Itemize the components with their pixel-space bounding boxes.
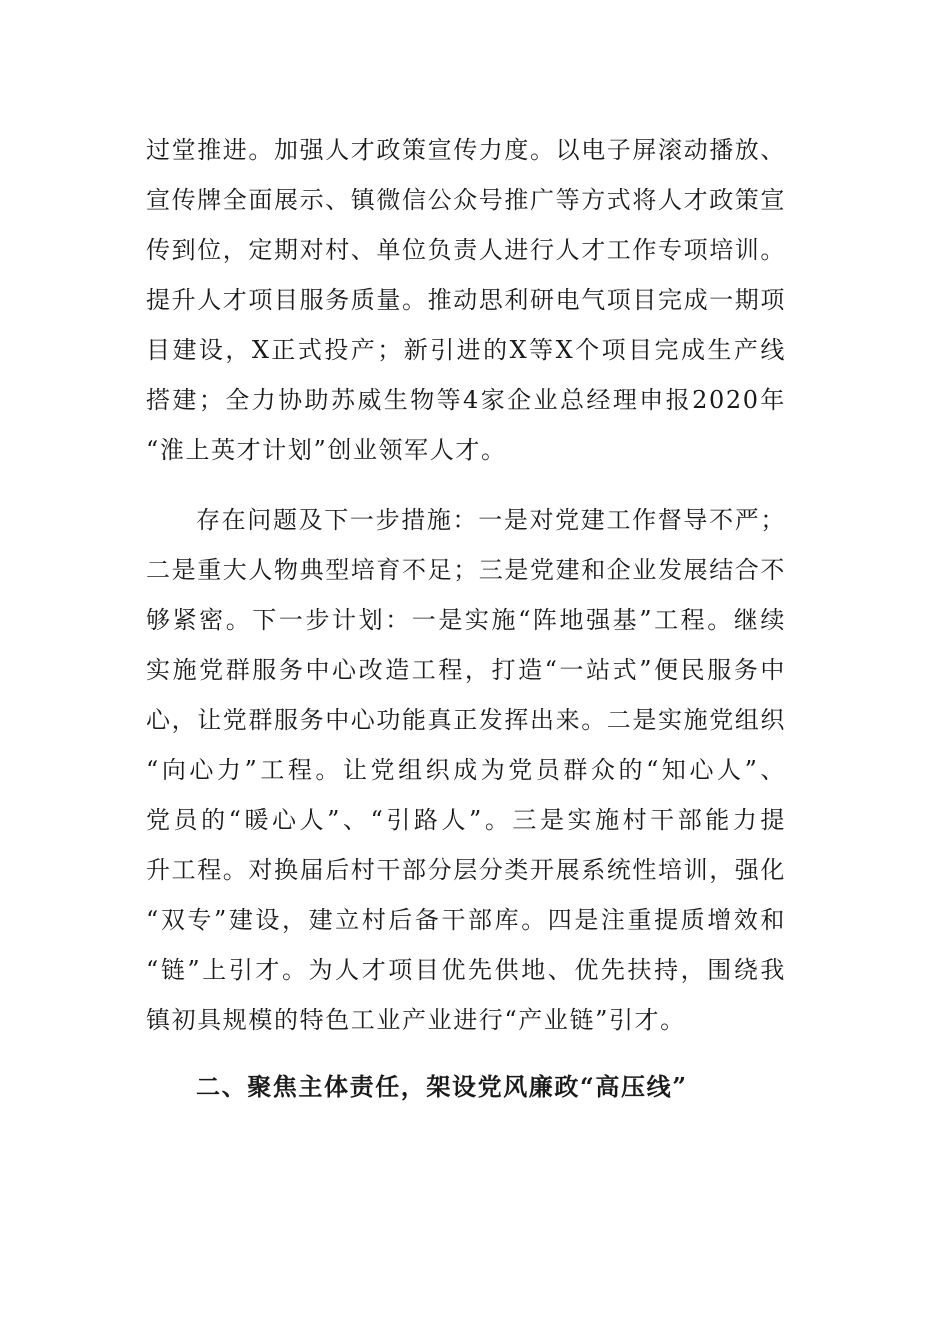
- paragraph-line: 实施党群服务中心改造工程，打造“一站式”便民服务中: [146, 656, 786, 684]
- paragraph-line: 镇初具规模的特色工业产业进行“产业链”引才。: [146, 1006, 686, 1034]
- paragraph-problems-and-measures: [146, 495, 786, 1045]
- paragraph-line: 存在问题及下一步措施：一是对党建工作督导不严；: [196, 506, 786, 534]
- paragraph-line: 党员的“暖心人”、“引路人”。三是实施村干部能力提: [146, 806, 786, 834]
- paragraph-line: “双专”建设，建立村后备干部库。四是注重提质增效和: [146, 906, 786, 934]
- paragraph-line: 升工程。对换届后村干部分层分类开展系统性培训，强化: [146, 856, 786, 884]
- paragraph-line: 过堂推进。加强人才政策宣传力度。以电子屏滚动播放、: [146, 136, 786, 164]
- paragraph-line: 够紧密。下一步计划：一是实施“阵地强基”工程。继续: [146, 606, 786, 634]
- paragraph-line: 宣传牌全面展示、镇微信公众号推广等方式将人才政策宣: [146, 186, 786, 214]
- paragraph-line: 心，让党群服务中心功能真正发挥出来。二是实施党组织: [146, 706, 786, 734]
- paragraph-talent-policy: [146, 125, 786, 475]
- paragraph-line: “淮上英才计划”创业领军人才。: [146, 436, 507, 464]
- paragraph-line: 提升人才项目服务质量。推动思利研电气项目完成一期项: [146, 286, 786, 314]
- paragraph-line: “向心力”工程。让党组织成为党员群众的“知心人”、: [146, 756, 786, 784]
- paragraph-line: 目建设，X正式投产；新引进的X等X个项目完成生产线: [146, 336, 786, 364]
- paragraph-line: 传到位，定期对村、单位负责人进行人才工作专项培训。: [146, 236, 786, 264]
- section-heading: 二、聚焦主体责任，架设党风廉政“高压线”: [196, 1072, 688, 1101]
- paragraph-line: 二是重大人物典型培育不足；三是党建和企业发展结合不: [146, 556, 786, 584]
- paragraph-line: 搭建；全力协助苏威生物等4家企业总经理申报2020年: [146, 386, 786, 414]
- paragraph-line: “链”上引才。为人才项目优先供地、优先扶持，围绕我: [146, 956, 786, 984]
